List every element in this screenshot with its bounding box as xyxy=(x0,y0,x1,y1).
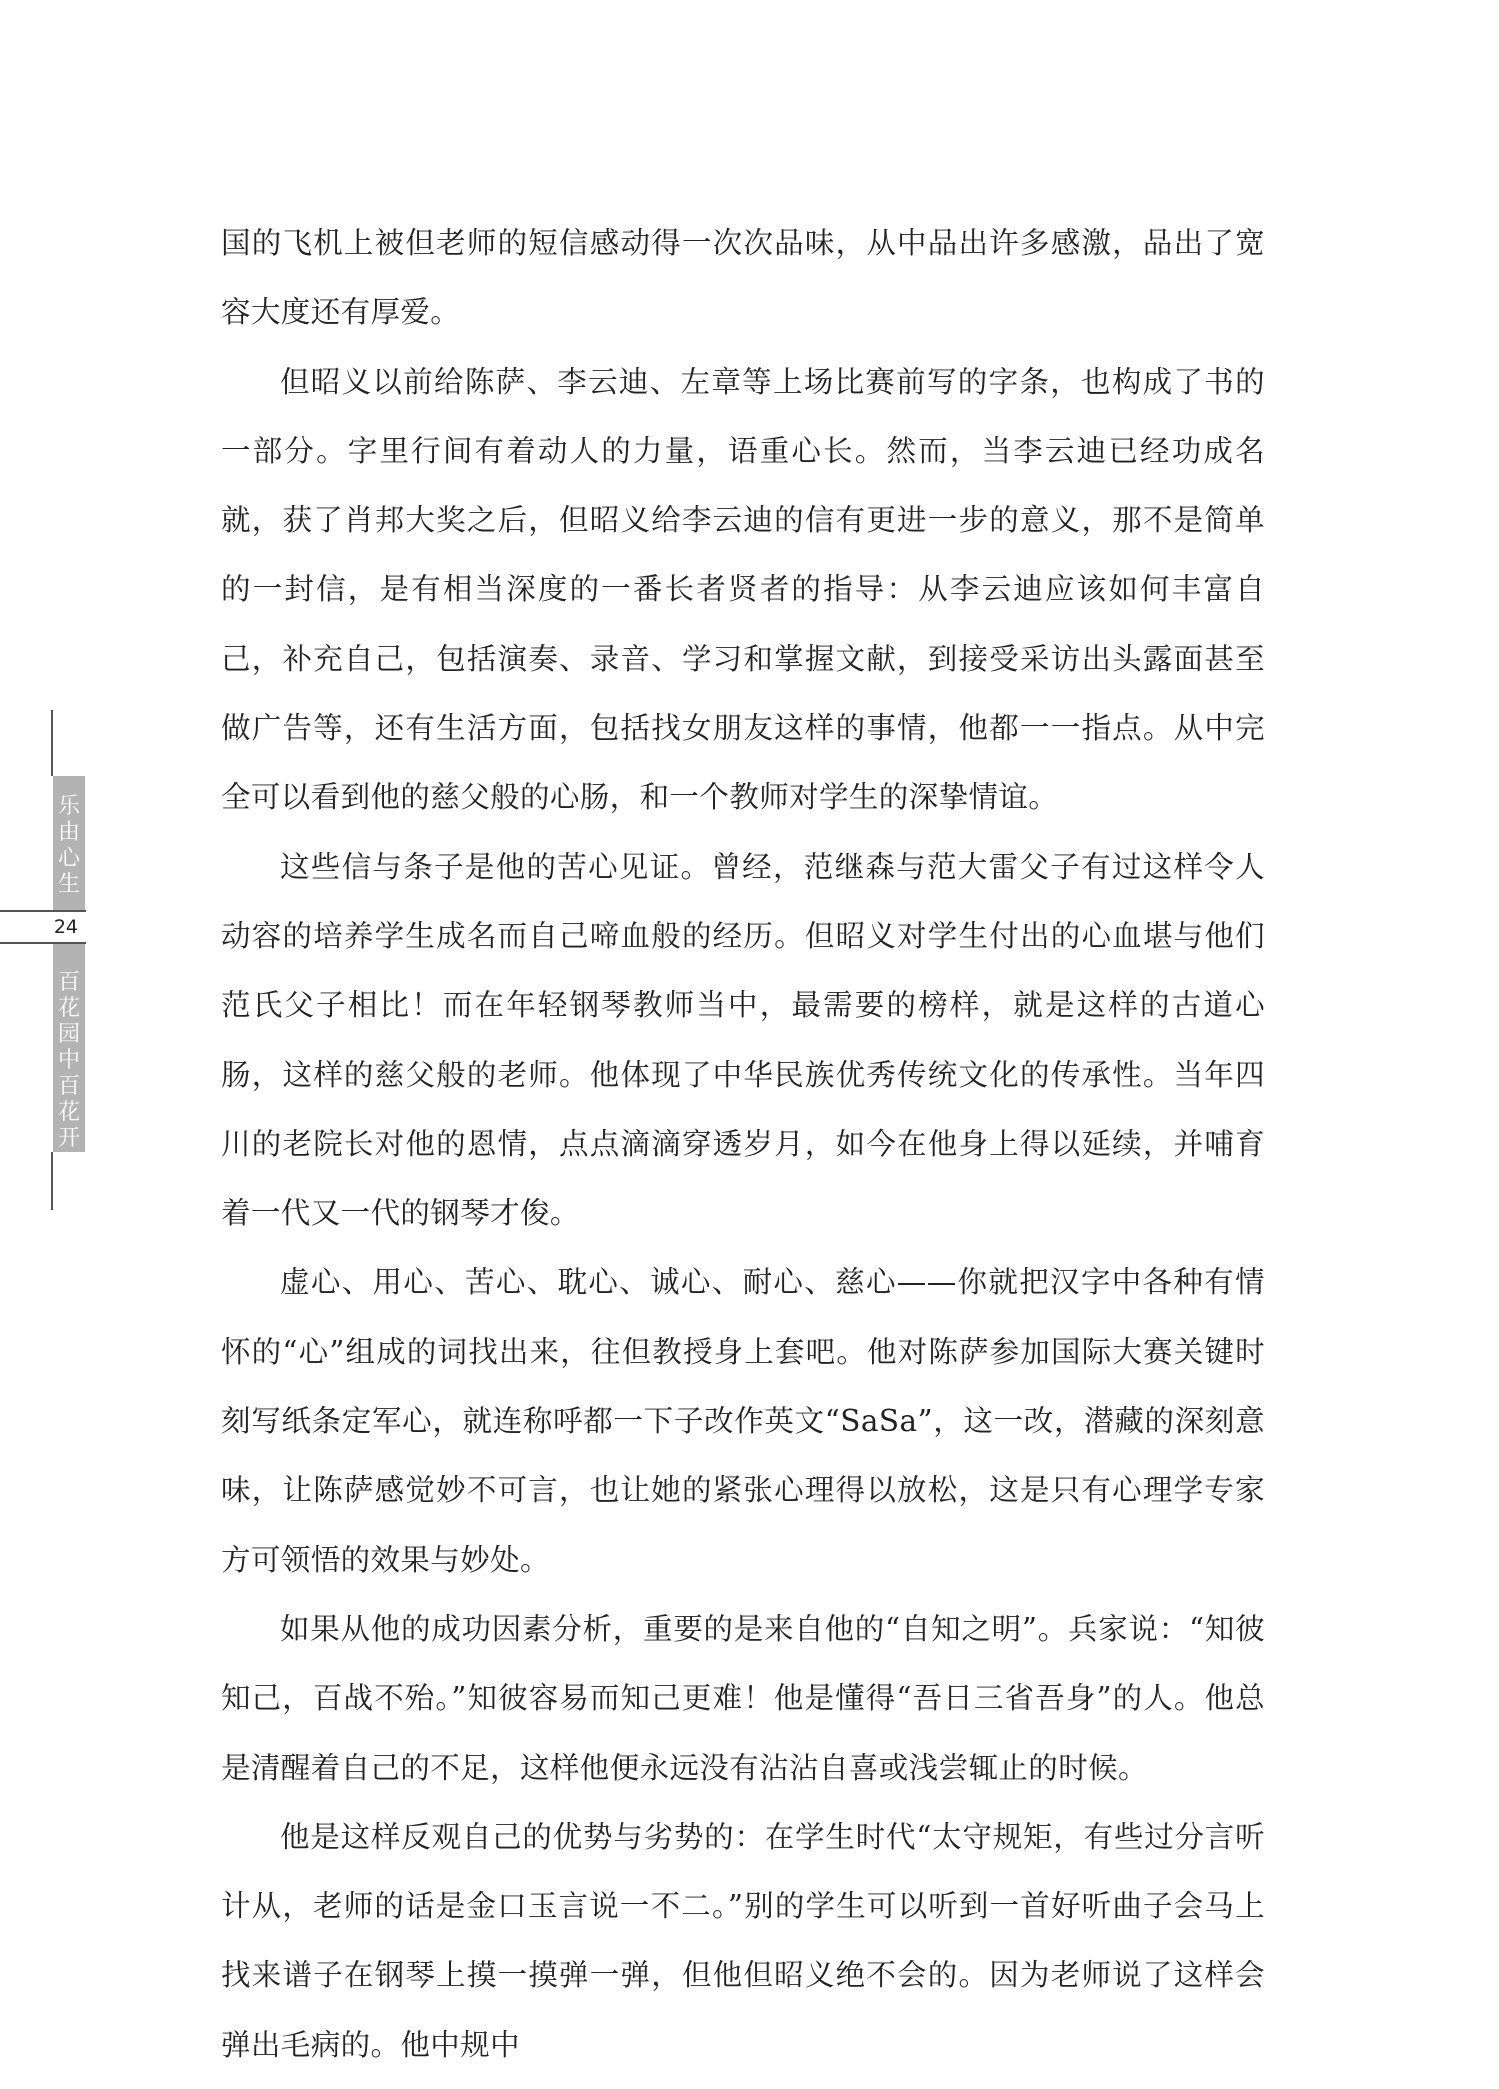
section-title-char: 心 xyxy=(57,846,80,871)
paragraph: 他是这样反观自己的优势与劣势的：在学生时代“太守规矩，有些过分言听计从，老师的话是金口玉言说一不二。”别的学生可以听到一首好听曲子会马上找来谱子在钢琴上摸一摸弹一弹，但他但昭义绝不会的。因为老师说了这样会弹出毛病的。他中规中 xyxy=(221,1819,1265,2062)
section-title-char: 由 xyxy=(57,820,80,845)
paragraph: 如果从他的成功因素分析，重要的是来自他的“自知之明”。兵家说：“知彼知己，百战不殆。”知彼容易而知己更难！他是懂得“吾日三省吾身”的人。他总是清醒着自己的不足，这样他便永远没有沾沾自喜或浅尝辄止的时候。 xyxy=(221,1611,1265,1785)
chapter-title-char: 中 xyxy=(57,1048,80,1073)
section-title-char: 生 xyxy=(57,872,80,897)
chapter-title-char: 花 xyxy=(57,996,80,1021)
paragraph: 这些信与条子是他的苦心见证。曾经，范继森与范大雷父子有过这样令人动容的培养学生成名而自己啼血般的经历。但昭义对学生付出的心血堪与他们范氏父子相比！而在年轻钢琴教师当中，最需要的榜样，就是这样的古道心肠，这样的慈父般的老师。他体现了中华民族优秀传统文化的传承性。当年四川的老院长对他的恩情，点点滴滴穿透岁月，如今在他身上得以延续，并哺育着一代又一代的钢琴才俊。 xyxy=(221,849,1265,1231)
paragraph: 但昭义以前给陈萨、李云迪、左章等上场比赛前写的字条，也构成了书的一部分。字里行间有着动人的力量，语重心长。然而，当李云迪已经功成名就，获了肖邦大奖之后，但昭义给李云迪的信有更进一步的意义，那不是简单的一封信，是有相当深度的一番长者贤者的指导：从李云迪应该如何丰富自己，补充自己，包括演奏、录音、学习和掌握文献，到接受采访出头露面甚至做广告等，还有生活方面，包括找女朋友这样的事情，他都一一指点。从中完全可以看到他的慈父般的心肠，和一个教师对学生的深挚情谊。 xyxy=(221,364,1265,815)
side-tab xyxy=(0,0,90,2089)
body-text xyxy=(221,209,1265,2080)
section-title-tab xyxy=(53,776,85,910)
chapter-title-char: 花 xyxy=(57,1100,80,1125)
side-tab-bottom-line xyxy=(51,1152,53,1210)
page-number: 24 xyxy=(0,910,86,944)
paragraph-continued: 国的飞机上被但老师的短信感动得一次次品味，从中品出许多感激，品出了宽容大度还有厚爱。 xyxy=(221,226,1265,330)
chapter-title-char: 百 xyxy=(57,970,80,995)
chapter-title-char: 百 xyxy=(57,1074,80,1099)
paragraph: 虚心、用心、苦心、耽心、诚心、耐心、慈心——你就把汉字中各种有情怀的“心”组成的词找出来，往但教授身上套吧。他对陈萨参加国际大赛关键时刻写纸条定军心，就连称呼都一下子改作英文“SaSa”，这一改，潜藏的深刻意味，让陈萨感觉妙不可言，也让她的紧张心理得以放松，这是只有心理学专家方可领悟的效果与妙处。 xyxy=(221,1265,1265,1577)
side-tab-top-line xyxy=(51,710,53,776)
chapter-title-char: 园 xyxy=(57,1022,80,1047)
chapter-title-char: 开 xyxy=(57,1126,80,1151)
section-title-char: 乐 xyxy=(57,794,80,819)
chapter-title-tab xyxy=(53,944,85,1152)
